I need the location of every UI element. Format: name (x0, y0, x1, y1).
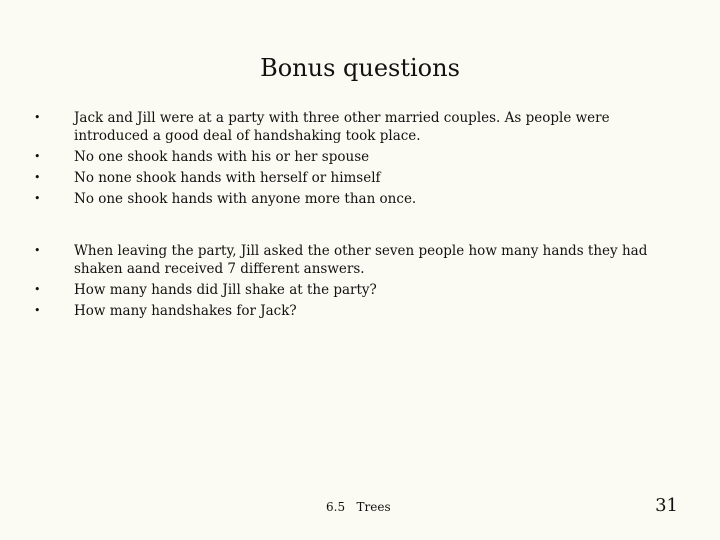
bullet-dot-icon: • (34, 304, 41, 317)
bullet-text: How many hands did Jill shake at the party? (74, 282, 377, 298)
bullet-text: No one shook hands with anyone more than once. (74, 191, 417, 207)
bullet-text: No none shook hands with herself or himself (74, 170, 381, 186)
footer-section-label: 6.5 Trees (326, 500, 391, 514)
bullet-item (34, 242, 684, 278)
bullet-dot-icon: • (34, 192, 41, 205)
bullet-text: Jack and Jill were at a party with three other married couples. As people were introduced a good deal of handshaking took place. (74, 110, 610, 144)
bullet-dot-icon: • (34, 244, 41, 257)
bullet-dot-icon: • (34, 283, 41, 296)
bullet-item (34, 148, 684, 166)
bullet-dot-icon: • (34, 171, 41, 184)
bullet-item (34, 109, 684, 145)
bullet-dot-icon: • (34, 150, 41, 163)
bullet-item (34, 302, 684, 320)
page-number: 31 (655, 495, 678, 516)
bullet-text: When leaving the party, Jill asked the other seven people how many hands they had shaken aand received 7 different answers. (74, 243, 648, 277)
bullet-item (34, 281, 684, 299)
bullet-dot-icon: • (34, 111, 41, 124)
bullet-item (34, 190, 684, 208)
bullet-item (34, 169, 684, 187)
bullet-text: How many handshakes for Jack? (74, 303, 297, 319)
bullet-text: No one shook hands with his or her spouse (74, 149, 370, 165)
slide-title: Bonus questions (260, 54, 460, 82)
bullet-list-setup (34, 109, 684, 211)
bullet-list-questions (34, 242, 684, 323)
